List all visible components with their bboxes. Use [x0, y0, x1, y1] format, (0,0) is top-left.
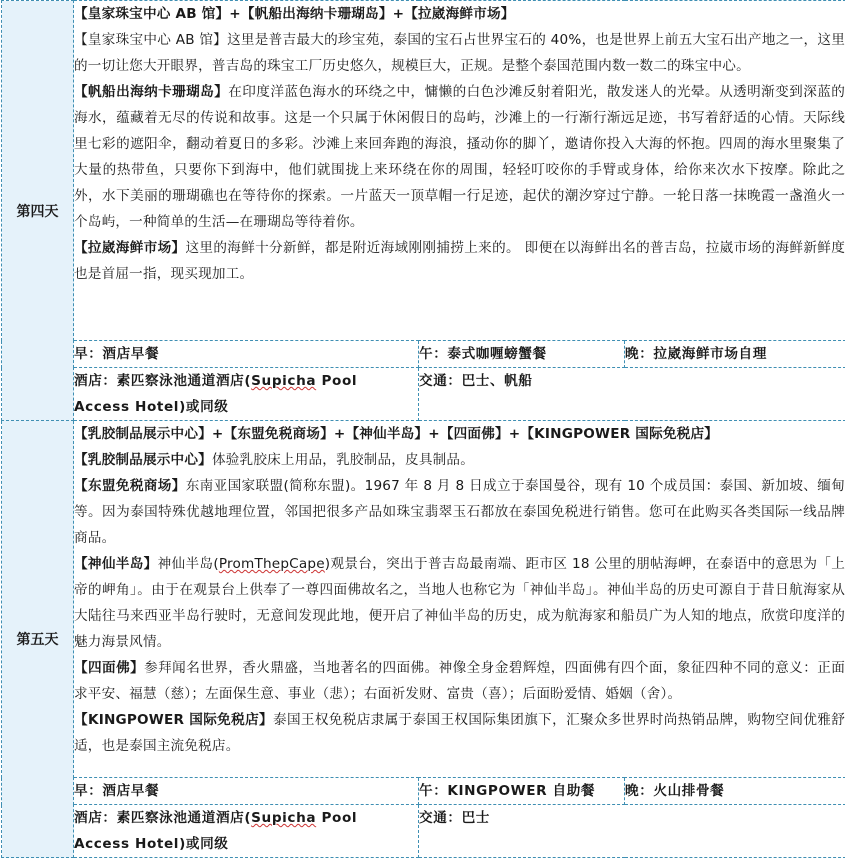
day4-meals-row: [2, 341, 845, 368]
day5-paragraph-four-faced-buddha: 【四面佛】参拜闻名世界，香火鼎盛，当地著名的四面佛。神像全身金碧辉煌，四面佛有四个面，象征四种不同的意义：正面求平安、福慧（慈）；左面保生意、事业（悲）；右面祈发财、富贵（喜）；后面盼爱情、婚姻（舍）。: [74, 660, 845, 702]
day5-paragraph-latex: 【乳胶制品展示中心】体验乳胶床上用品，乳胶制品，皮具制品。: [74, 452, 475, 468]
day4-dinner: 晚：拉崴海鲜市场自理: [625, 341, 845, 368]
day4-breakfast: 早：酒店早餐: [74, 341, 419, 368]
day5-label: 第五天: [2, 421, 74, 858]
day4-paragraph-jewelry: 【皇家珠宝中心 AB 馆】这里是普吉最大的珍宝苑，泰国的宝石占世界宝石的 40%，也是世界上前五大宝石出产地之一，这里的一切让您大开眼界，普吉岛的珠宝工厂历史悠久，规模巨大，正规。是整个泰国范围内数一数二的珠宝中心。: [74, 32, 845, 74]
day4-label: 第四天: [2, 1, 74, 421]
day5-paragraph-kingpower: 【KINGPOWER 国际免税店】泰国王权免税店隶属于泰国王权国际集团旗下，汇聚众多世界时尚热销品牌，购物空间优雅舒适，也是泰国主流免税店。: [74, 712, 845, 754]
day5-hotel: 酒店：素匹察泳池通道酒店(Supicha Pool Access Hotel)或同级: [74, 805, 419, 858]
day5-dinner: 晚：火山排骨餐: [625, 778, 845, 805]
day4-transport: 交通：巴士、帆船: [419, 368, 845, 421]
day5-content-row: [2, 421, 845, 778]
day5-breakfast: 早：酒店早餐: [74, 778, 419, 805]
day4-paragraph-coral-island: 【帆船出海纳卡珊瑚岛】在印度洋蓝色海水的环绕之中，慵懒的白色沙滩反射着阳光，散发迷人的光晕。从透明渐变到深蓝的海水，蕴藏着无尽的传说和故事。这是一个只属于休闲假日的岛屿，沙滩上的一行渐行渐远足迹，书写着舒适的心情。天际线里七彩的遮阳伞，翻动着夏日的多彩。沙滩上来回奔跑的海浪，搔动你的脚丫，邀请你投入大海的怀抱。四周的海水里聚集了大量的热带鱼，只要你下到海中，他们就围拢上来环绕在你的周围，轻轻叮咬你的手臂或身体，给你来次水下按摩。除此之外，水下美丽的珊瑚礁也在等待你的探索。一片蓝天一顶草帽一行足迹，起伏的潮汐穿过宁静。一轮日落一抹晚霞一盏渔火一个岛屿，一种简单的生活—在珊瑚岛等待着你。: [74, 84, 845, 230]
itinerary-table: [1, 0, 845, 858]
day5-paragraph-asean-mall: 【东盟免税商场】东南亚国家联盟(简称东盟)。1967 年 8 月 8 日成立于泰国曼谷，现有 10 个成员国：泰国、新加坡、缅甸等。因为泰国特殊优越地理位置，邻国把很多产品如珠宝翡翠玉石都放在泰国免税进行销售。您可在此购买各类国际一线品牌商品。: [74, 478, 845, 546]
day4-hotel: 酒店：素匹察泳池通道酒店(Supicha Pool Access Hotel)或同级: [74, 368, 419, 421]
day4-content: [74, 1, 845, 341]
day5-transport: 交通：巴士: [419, 805, 845, 858]
day5-meals-row: [2, 778, 845, 805]
day4-hotel-row: [2, 368, 845, 421]
day4-content-row: [2, 1, 845, 341]
day5-lunch: 午：KINGPOWER 自助餐: [419, 778, 625, 805]
day5-paragraph-cape: 【神仙半岛】神仙半岛(PromThepCape)观景台，突出于普吉岛最南端、距市区 18 公里的朋帖海岬，在泰语中的意思为「上帝的岬角」。由于在观景台上供奉了一尊四面佛故名之，当地人也称它为「神仙半岛」。神仙半岛的历史可源自于昔日航海家从大陆往马来西亚半岛行驶时，无意间发现此地，便开启了神仙半岛的历史，成为航海家和船员广为人知的地点，欣赏印度洋的魅力海景风情。: [74, 556, 845, 650]
day4-title: 【皇家珠宝中心 AB 馆】+【帆船出海纳卡珊瑚岛】+【拉崴海鲜市场】: [74, 6, 515, 22]
day4-paragraph-seafood-market: 【拉崴海鲜市场】这里的海鲜十分新鲜，都是附近海域刚刚捕捞上来的。 即便在以海鲜出名的普吉岛，拉崴市场的海鲜新鲜度也是首屈一指，现买现加工。: [74, 240, 845, 282]
day5-title: 【乳胶制品展示中心】+【东盟免税商场】+【神仙半岛】+【四面佛】+【KINGPOWER 国际免税店】: [74, 426, 719, 442]
day4-lunch: 午：泰式咖喱螃蟹餐: [419, 341, 625, 368]
day5-content: [74, 421, 845, 778]
day5-hotel-row: [2, 805, 845, 858]
